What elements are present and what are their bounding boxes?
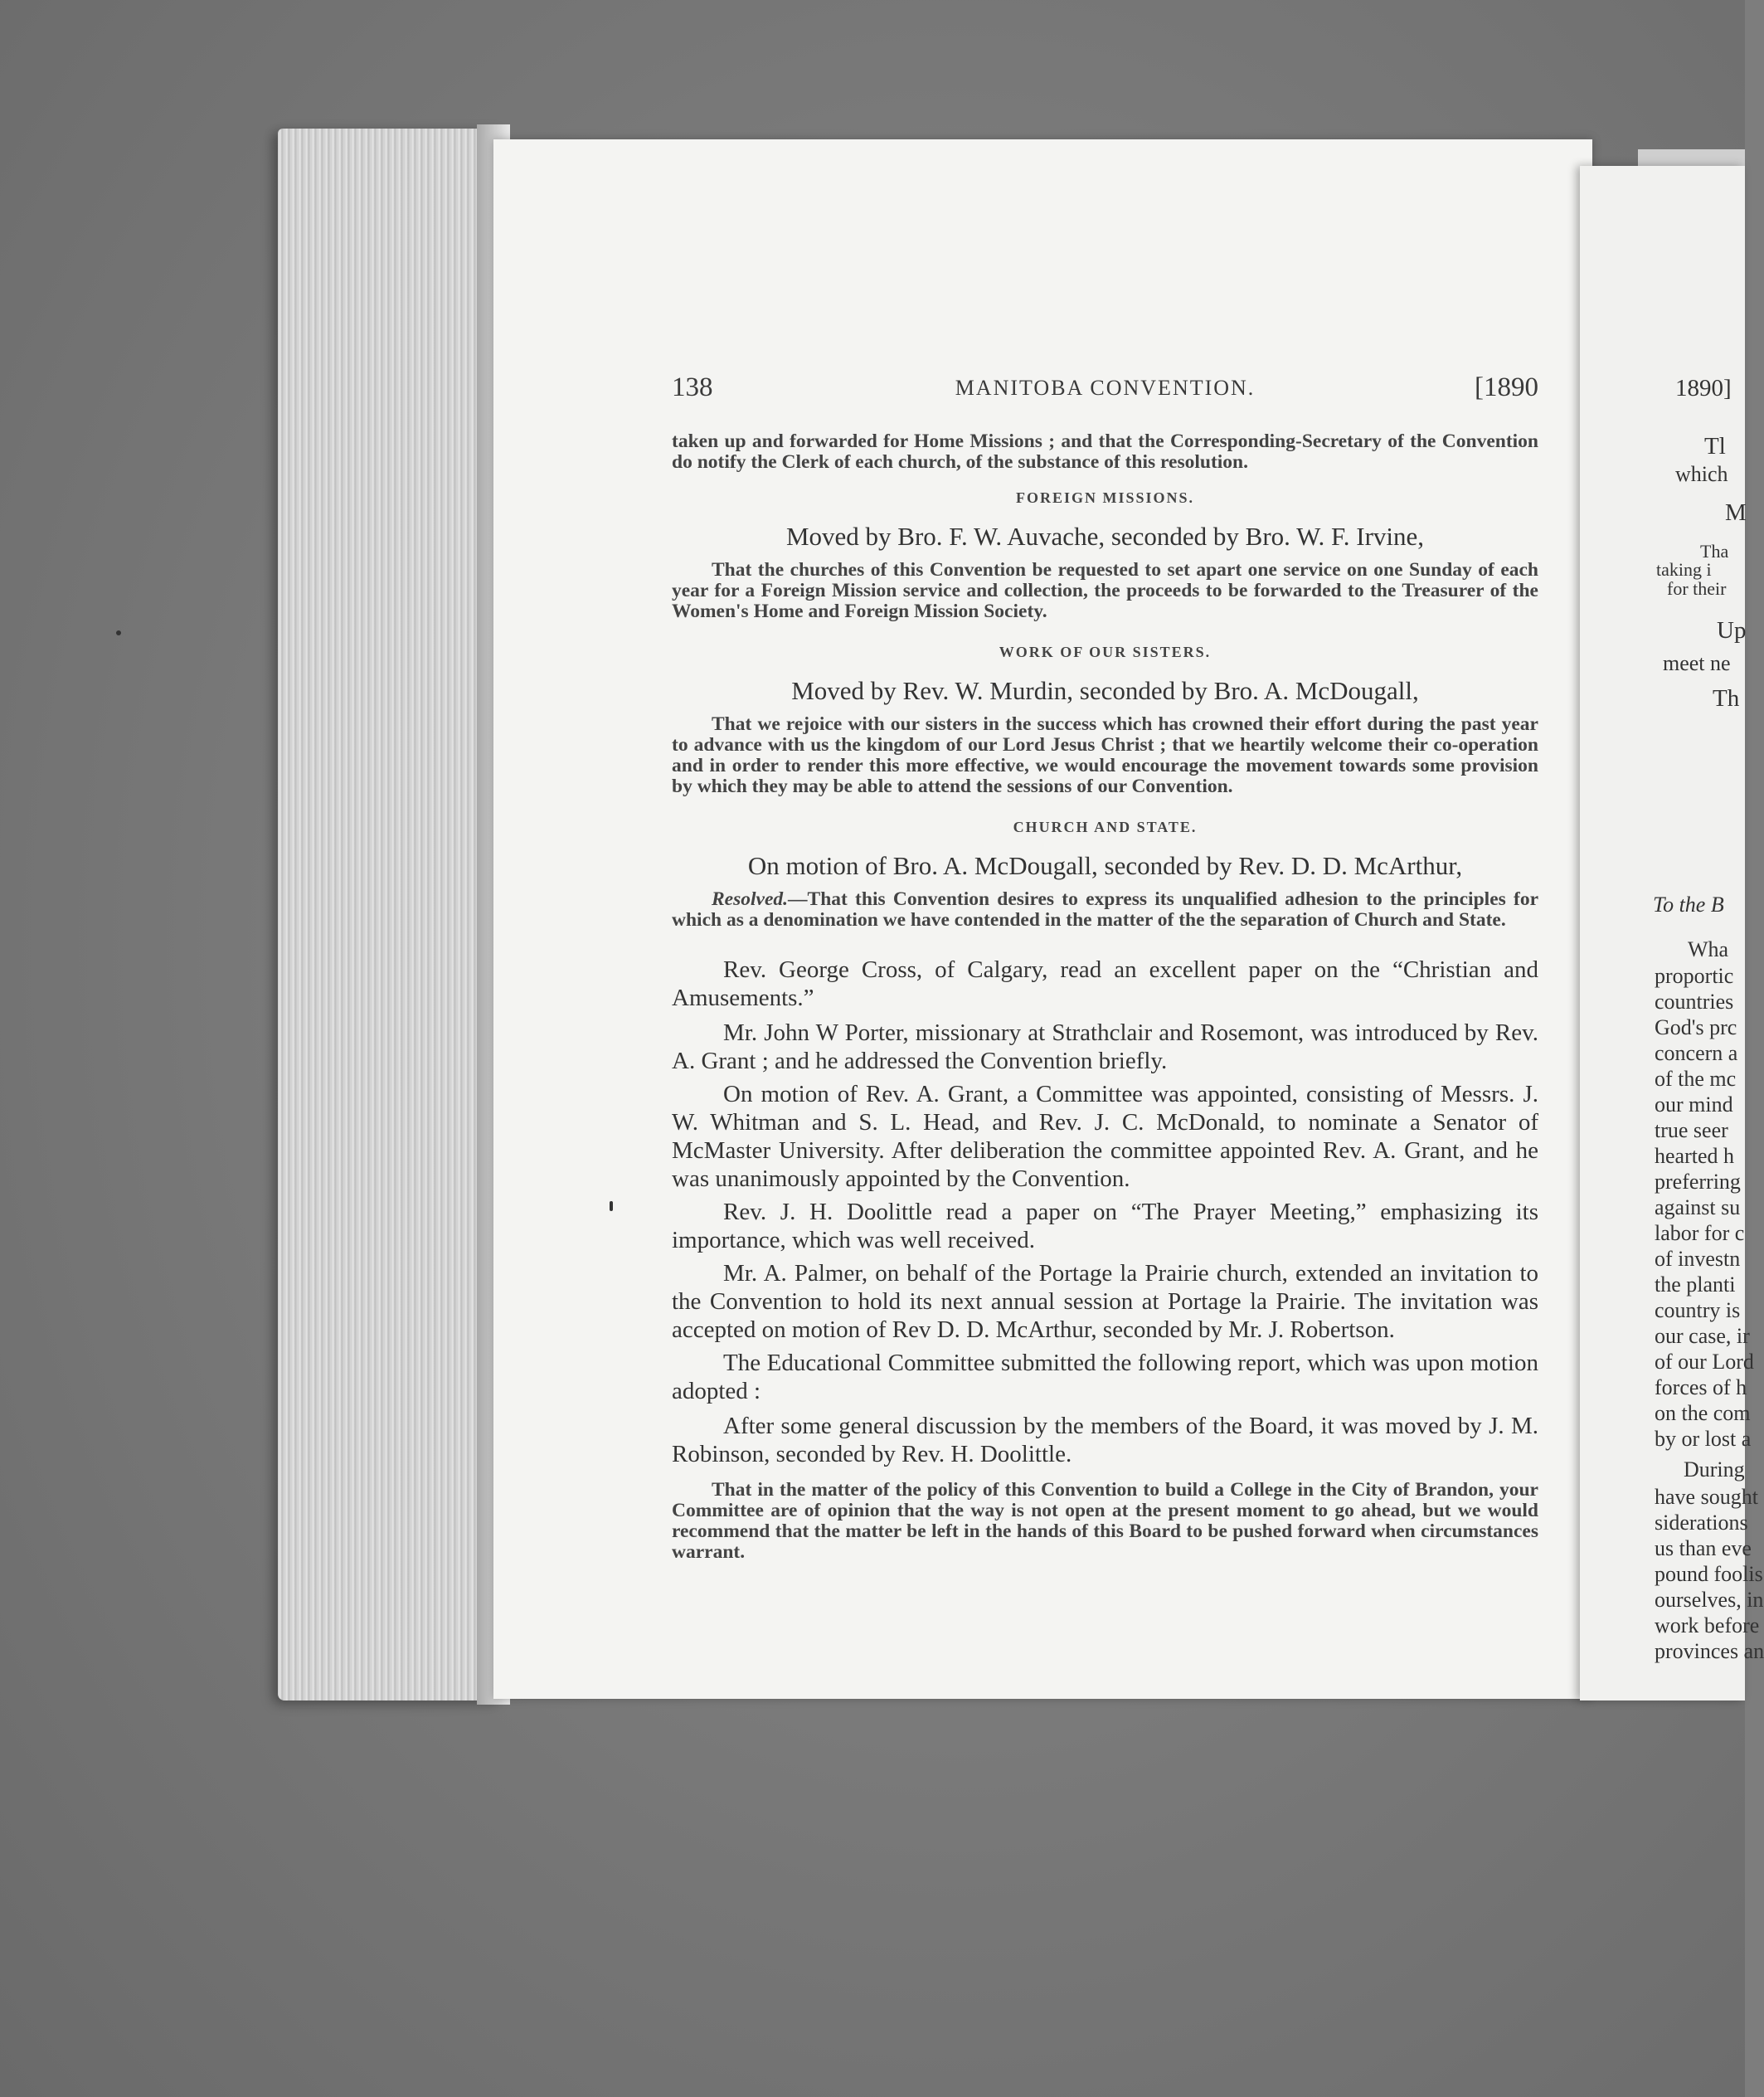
heading-work-of-our-sisters: WORK OF OUR SISTERS. [999,644,1212,660]
motion-3: On motion of Bro. A. McDougall, seconded by Rev. D. D. McArthur, [747,851,1463,880]
opp-body-line: siderations [1655,1511,1748,1535]
opp-body-line: pound foolis [1655,1562,1763,1586]
opp-body-line: have sought [1655,1485,1758,1509]
opp-body-line: against su [1655,1195,1741,1219]
opp-body-line: the planti [1655,1272,1736,1297]
intro-paragraph: taken up and forwarded for Home Missions ; and that the Corresponding-Secretary of the Convention do notify the Clerk of each church, of the substance of this resolution. [672,431,1538,473]
dust-speck [116,630,121,635]
motion-1: Moved by Bro. F. W. Auvache, seconded by Bro. W. F. Irvine, [785,522,1425,551]
opp-body-line: country is [1655,1298,1741,1322]
dust-speck [610,1201,613,1211]
opp-body-line: our case, ir [1655,1324,1750,1348]
opp-body-line: true seer [1655,1118,1728,1142]
paragraph-educational: The Educational Committee submitted the following report, which was upon motion adopted : [672,1350,1538,1404]
paragraph-doolittle: Rev. J. H. Doolittle read a paper on “The Prayer Meeting,” emphasizing its importance, which was well received. [672,1199,1538,1253]
opp-top-line: M [1725,499,1747,526]
opp-top-line: Tha [1700,541,1729,562]
opp-body-line: forces of h [1655,1375,1747,1399]
resolved-label: Resolved. [712,888,789,910]
opp-top-line: meet ne [1663,651,1731,675]
opp-top-line: Tl [1704,433,1726,460]
opp-top-line: which [1675,462,1728,486]
paragraph-porter: Mr. John W Porter, missionary at Strathclair and Rosemont, was introduced by Rev. A. Grant ; and he addressed the Convention briefly. [672,1019,1538,1074]
opp-body-line: of the mc [1655,1067,1737,1091]
opp-body-line: provinces an [1655,1639,1764,1663]
book-page-edges [278,129,502,1700]
resolution-1: That the churches of this Convention be requested to set apart one service on one Sunday of each year for a Foreign Mission service and collection, the proceeds to be forwarded to the Treasurer of the Women's Home and Foreign Mission Society. [672,559,1538,622]
paragraph-cross: Rev. George Cross, of Calgary, read an excellent paper on the “Christian and Amusements.” [672,956,1538,1011]
opp-body-line: countries [1655,990,1734,1014]
page-number: 138 [672,372,713,402]
opp-top-line: taking i [1656,559,1712,580]
right-page-text [1580,166,1764,1700]
opp-body-line: preferring [1655,1170,1741,1194]
opp-body-line: hearted h [1655,1144,1735,1168]
opp-body-line: God's prc [1655,1015,1737,1039]
opp-top-line: Th [1713,685,1740,712]
opp-body-line: us than eve [1655,1536,1752,1560]
resolution-2: That we rejoice with our sisters in the success which has crowned their effort during the past year to advance with us the kingdom of our Lord Jesus Christ ; that we heartily welcome their co-operation and in order to render this more effective, we would encourage the movement towards some provision by which they may be able to attend the sessions of our Convention. [672,713,1538,797]
running-head [672,372,1538,406]
page-body [672,431,1538,1563]
opp-top-line: for their [1667,578,1727,599]
opp-body-line: proportic [1655,964,1734,988]
running-year: [1890 [1475,372,1538,402]
opp-body-line: During [1684,1457,1745,1482]
opp-body-line: on the com [1655,1401,1751,1425]
resolution-college: That in the matter of the policy of this Convention to build a College in the City of Brandon, your Committee are of opinion that the way is not open at the present moment to go ahead, but we would recommend that the matter be left in the hands of this Board to be pushed forward when circumstances warrant. [672,1479,1538,1563]
opp-body-line: by or lost a [1655,1427,1752,1451]
resolution-3-text: —That this Convention desires to express its unqualified adhesion to the principles for which as a denomination we have contended in the matter of the the separation of Church and State. [672,888,1538,931]
motion-2: Moved by Rev. W. Murdin, seconded by Bro. A. McDougall, [791,676,1419,705]
opp-top-line: Up [1717,617,1747,644]
running-title: MANITOBA CONVENTION. [955,376,1256,400]
paragraph-palmer: Mr. A. Palmer, on behalf of the Portage la Prairie church, extended an invitation to the Convention to hold its next annual session at Portage la Prairie. The invitation was accepted on motion of Rev D. D. McArthur, seconded by Mr. J. Robertson. [672,1260,1538,1343]
paragraph-robinson: After some general discussion by the members of the Board, it was moved by J. M. Robinson, seconded by Rev. H. Doolittle. [672,1413,1538,1467]
heading-church-and-state: CHURCH AND STATE. [1013,819,1198,835]
heading-foreign-missions: FOREIGN MISSIONS. [1015,489,1195,506]
opp-body-line: of investn [1655,1247,1741,1271]
opp-salutation: To the B [1653,893,1724,917]
opp-body-line: labor for c [1655,1221,1745,1245]
opp-body-line: ourselves, in [1655,1588,1764,1612]
opp-body-line: Wha [1688,937,1729,961]
opp-body-line: our mind [1655,1092,1733,1117]
paragraph-senator: On motion of Rev. A. Grant, a Committee was appointed, consisting of Messrs. J. W. Whitman and S. L. Head, and Rev. J. C. McDonald, to nominate a Senator of McMaster University. After deliberation the committee appointed Rev. A. Grant, and he was unanimously appointed by the Convention. [672,1081,1538,1192]
opp-body-line: of our Lord [1655,1350,1754,1374]
opp-body-line: concern a [1655,1041,1738,1065]
opp-body-line: work before [1655,1613,1760,1637]
opposite-year: 1890] [1675,375,1732,401]
resolution-3 [672,889,1538,931]
